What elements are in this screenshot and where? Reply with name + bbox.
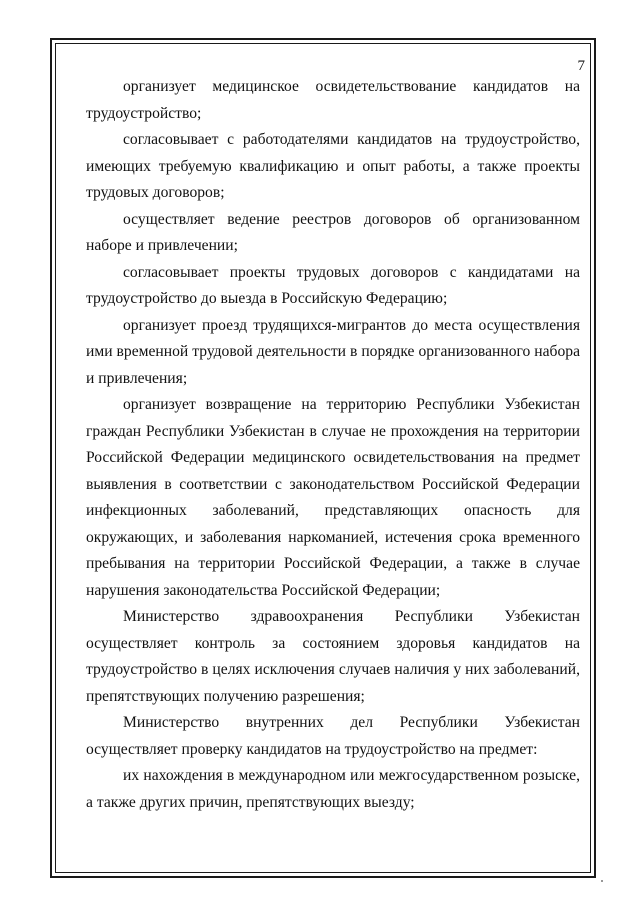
paragraph-employer-approval: согласовывает с работодателями кандидатов на трудоустройство, имеющих требуемую квалификацию и опыт работы, а также проекты трудовых договоров; [86,131,580,201]
paragraph-medical-examination: организует медицинское освидетельствование кандидатов на трудоустройство; [86,78,580,122]
paragraph-wanted-check: их нахождения в международном или межгосударственном розыске, а также других причин, препятствующих выезду; [86,767,580,811]
paragraph-return-citizens: организует возвращение на территорию Республики Узбекистан граждан Республики Узбекистан в случае не прохождения на территории Российской Федерации медицинского освидетельствования на предмет выявления в соответствии с законодательством Российской Федерации инфекционных заболеваний, представляющих опасность для окружающих, и заболевания наркоманией, истечения срока временного пребывания на территории Российской Федерации, а также в случае нарушения законодательства Российской Федерации; [86,396,580,599]
page-number: 7 [577,58,585,74]
paragraph-contract-drafts: согласовывает проекты трудовых договоров с кандидатами на трудоустройство до выезда в Российскую Федерацию; [86,263,580,307]
paragraph-migrant-travel: организует проезд трудящихся-мигрантов до места осуществления ими временной трудовой деятельности в порядке организованного набора и привлечения; [86,316,580,387]
paragraph-interior-ministry: Министерство внутренних дел Республики Узбекистан осуществляет проверку кандидатов на трудоустройство на предмет: [86,714,580,758]
document-body [86,74,580,816]
paragraph-contract-registry: осуществляет ведение реестров договоров об организованном наборе и привлечении; [86,210,580,254]
paragraph-health-ministry: Министерство здравоохранения Республики Узбекистан осуществляет контроль за состоянием здоровья кандидатов на трудоустройство в целях исключения случаев наличия у них заболеваний, препятствующих получению разрешения; [86,608,580,705]
scan-speck [601,880,603,882]
